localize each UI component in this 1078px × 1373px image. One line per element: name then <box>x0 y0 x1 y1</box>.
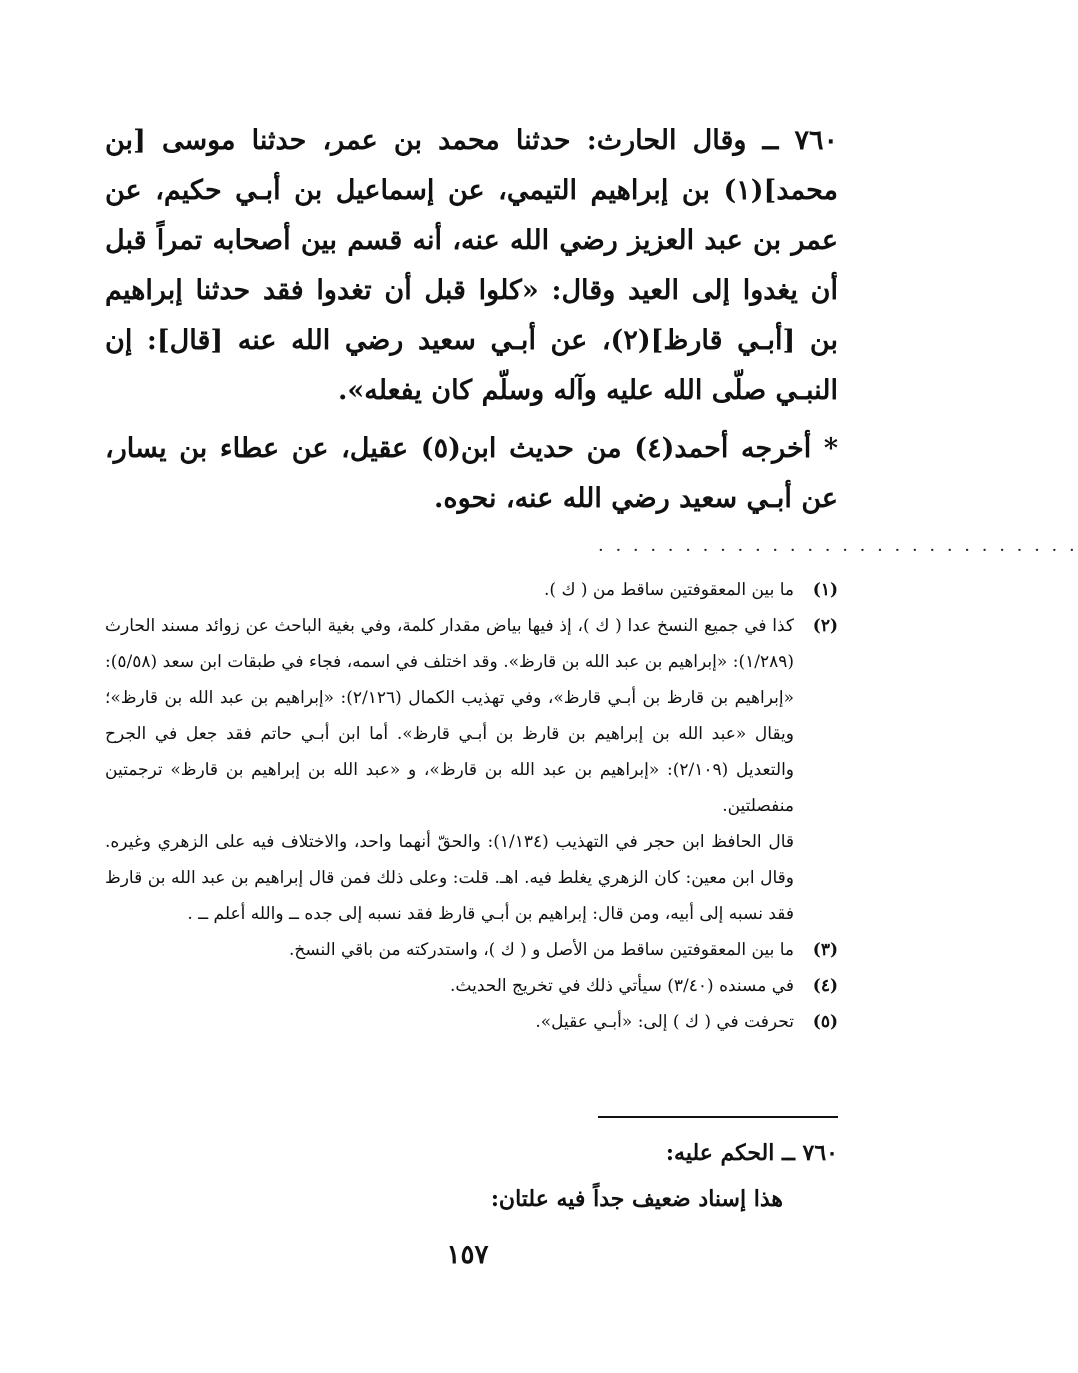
footnote-separator-dots: · · · · · · · · · · · · · · · · · · · · · · · · · · · · <box>598 540 1078 561</box>
page-number: ١٥٧ <box>446 1240 489 1270</box>
footnote-text: في مسنده (٣/٤٠) سيأتي ذلك في تخريج الحديث. <box>450 976 794 996</box>
footnote-text: قال الحافظ ابن حجر في التهذيب (١/١٣٤): والحقّ أنهما واحد، والاختلاف فيه على الزهري وغيره. وقال ابن معين: كان الزهري يغلط فيه. اهـ. قلت: وعلى ذلك فمن قال إبراهيم بن عبد الله بن قارظ فقد نسبه إلى أبيه، ومن قال: إبراهيم بن أبـي قارظ فقد نسبه إلى جده ــ والله أعلم ــ . <box>105 832 794 924</box>
footnote-text: ما بين المعقوفتين ساقط من ( ك ). <box>544 580 794 600</box>
footnote-text: كذا في جميع النسخ عدا ( ك )، إذ فيها بياض مقدار كلمة، وفي بغية الباحث عن زوائد مسند الحارث (١/٢٨٩): «إبراهيم بن عبد الله بن قارظ». وقد اختلف في اسمه، فجاء في طبقات ابن سعد (٥/٥٨): «إبراهيم بن قارظ بن أبـي قارظ»، وفي تهذيب الكمال (٢/١٢٦): «إبراهيم بن عبد الله بن قارظ»؛ ويقال «عبد الله بن إبراهيم بن قارظ بن أبـي قارظ». أما ابن أبـي حاتم فقد جعل في الجرح والتعديل (٢/١٠٩): «إبراهيم بن عبد الله بن قارظ»، و «عبد الله بن إبراهيم بن قارظ» ترجمتين منفصلتين. <box>105 616 794 816</box>
takhrij-text: * أخرجه أحمد(٤) من حديث ابن(٥) عقيل، عن عطاء بن يسار، عن أبـي سعيد رضي الله عنه، نحوه. <box>105 433 838 514</box>
footnote-text: ما بين المعقوفتين ساقط من الأصل و ( ك )، واستدركته من باقي النسخ. <box>288 940 794 960</box>
footnote-number: (٤) <box>812 976 838 996</box>
footnote-5 <box>105 1004 838 1040</box>
footnote-number: (١) <box>812 580 838 600</box>
footnote-number: (٢) <box>812 616 838 636</box>
footnote-2 <box>105 608 838 932</box>
footnote-3 <box>105 932 838 968</box>
hadith-text: ٧٦٠ ــ وقال الحارث: حدثنا محمد بن عمر، حدثنا موسى [بن محمد](١) بن إبراهيم التيمي، عن إسماعيل بن أبـي حكيم، عن عمر بن عبد العزيز رضي الله عنه، أنه قسم بين أصحابه تمراً قبل أن يغدوا إلى العيد وقال: «كلوا قبل أن تغدوا فقد حدثنا إبراهيم بن [أبـي قارظ](٢)، عن أبـي سعيد رضي الله عنه [قال]: إن النبـي صلّى الله عليه وآله وسلّم كان يفعله». <box>105 125 838 406</box>
hadith-block <box>105 116 838 524</box>
hukm-section <box>405 1130 838 1222</box>
hukm-heading: ٧٦٠ ــ الحكم عليه: <box>665 1140 838 1166</box>
footnotes <box>105 572 838 1040</box>
footnote-1 <box>105 572 838 608</box>
footnote-text: تحرفت في ( ك ) إلى: «أبـي عقيل». <box>535 1012 794 1032</box>
footnote-number: (٥) <box>812 1012 838 1032</box>
footnote-4 <box>105 968 838 1004</box>
footnote-number: (٣) <box>812 940 838 960</box>
hukm-body: هذا إسناد ضعيف جداً فيه علتان: <box>490 1186 783 1212</box>
section-rule <box>598 1116 838 1118</box>
